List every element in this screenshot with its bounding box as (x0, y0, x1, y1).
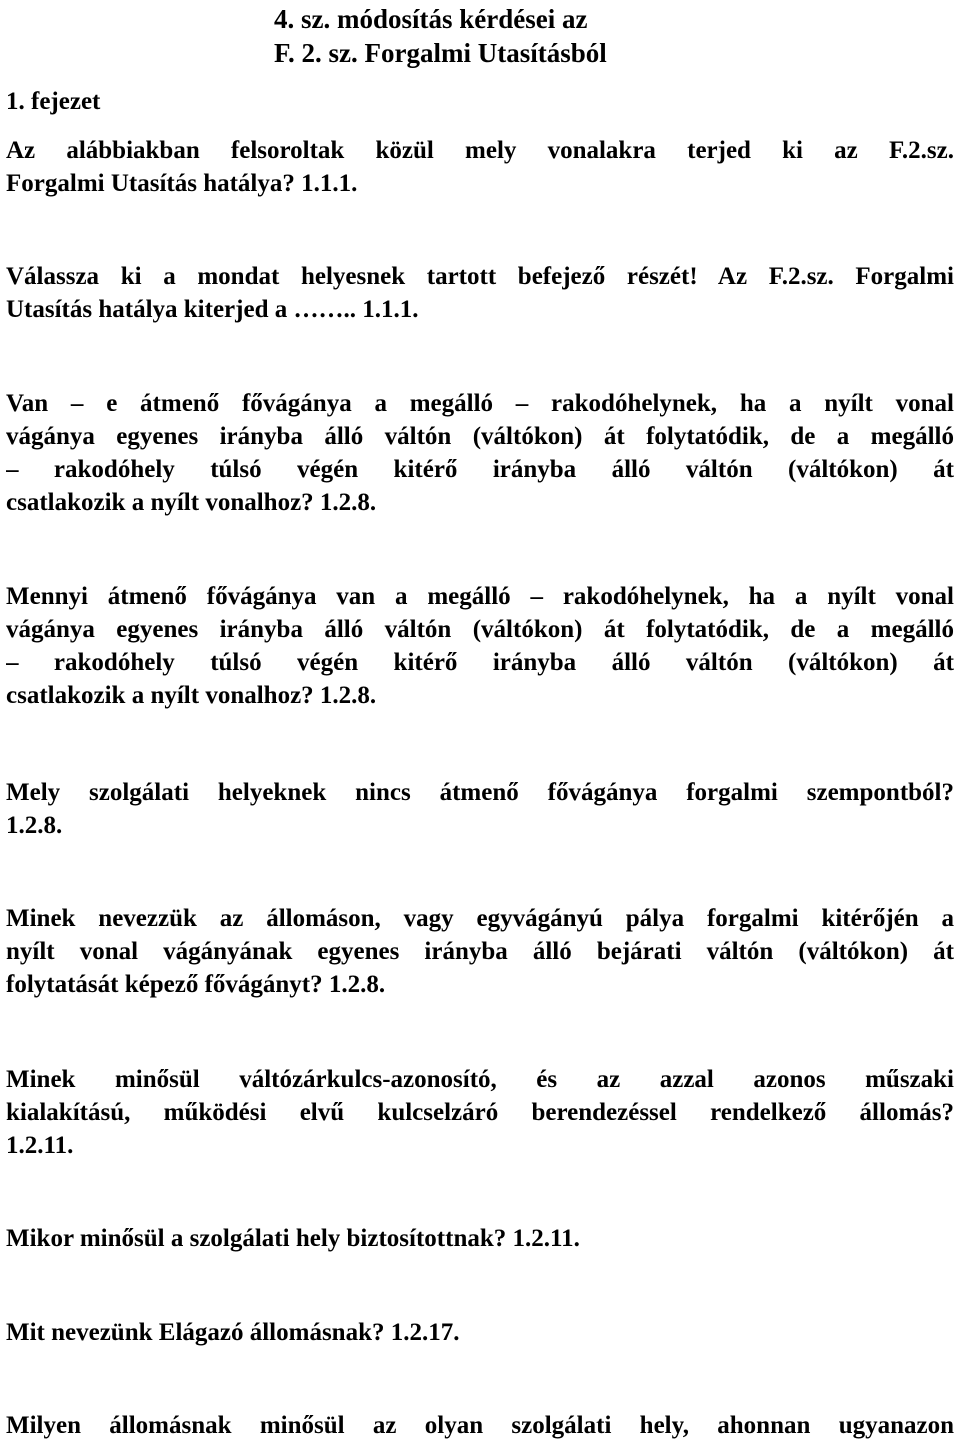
question-line: Utasítás hatálya kiterjed a …….. 1.1.1. (6, 296, 419, 323)
question-line: csatlakozik a nyílt vonalhoz? 1.2.8. (6, 682, 377, 709)
question-line: Minek minősül váltózárkulcs-azonosító, és az azzal azonos műszaki (6, 1066, 954, 1093)
chapter-heading: 1. fejezet (6, 88, 101, 115)
question-paragraph (6, 1063, 954, 1162)
document-title (274, 2, 607, 70)
question-line: Mit nevezünk Elágazó állomásnak? 1.2.17. (6, 1319, 460, 1346)
question-line: Válassza ki a mondat helyesnek tartott befejező részét! Az F.2.sz. Forgalmi (6, 263, 954, 290)
question-paragraph (6, 580, 954, 712)
question-line: Minek nevezzük az állomáson, vagy egyvágányú pálya forgalmi kitérőjén a (6, 905, 954, 932)
question-line: Milyen állomásnak minősül az olyan szolgálati hely, ahonnan ugyanazon (6, 1412, 954, 1439)
question-line: 1.2.11. (6, 1132, 74, 1159)
question-line: Mennyi átmenő fővágánya van a megálló – rakodóhelynek, ha a nyílt vonal (6, 583, 954, 610)
question-line: folytatását képező fővágányt? 1.2.8. (6, 971, 386, 998)
question-paragraph (6, 902, 954, 1001)
question-line: Van – e átmenő fővágánya a megálló – rakodóhelynek, ha a nyílt vonal (6, 390, 954, 417)
question-line: Mikor minősül a szolgálati hely biztosítottnak? 1.2.11. (6, 1225, 580, 1252)
question-line: nyílt vonal vágányának egyenes irányba álló bejárati váltón (váltókon) át (6, 938, 954, 965)
question-line: kialakítású, működési elvű kulcselzáró berendezéssel rendelkező állomás? (6, 1099, 954, 1126)
question-paragraph (6, 1222, 954, 1255)
question-line: Mely szolgálati helyeknek nincs átmenő fővágánya forgalmi szempontból? (6, 779, 954, 806)
question-paragraph (6, 387, 954, 519)
question-line: – rakodóhely túlsó végén kitérő irányba álló váltón (váltókon) át (6, 456, 954, 483)
question-paragraph (6, 260, 954, 326)
question-paragraph (6, 1316, 954, 1349)
question-paragraph (6, 134, 954, 200)
question-line: vágánya egyenes irányba álló váltón (váltókon) át folytatódik, de a megálló (6, 423, 954, 450)
question-line: Forgalmi Utasítás hatálya? 1.1.1. (6, 170, 358, 197)
question-line: vágánya egyenes irányba álló váltón (váltókon) át folytatódik, de a megálló (6, 616, 954, 643)
question-line: 1.2.8. (6, 812, 63, 839)
title-line: F. 2. sz. Forgalmi Utasításból (274, 38, 607, 68)
question-line: csatlakozik a nyílt vonalhoz? 1.2.8. (6, 489, 377, 516)
question-paragraph (6, 776, 954, 842)
question-line: – rakodóhely túlsó végén kitérő irányba álló váltón (váltókon) át (6, 649, 954, 676)
title-line: 4. sz. módosítás kérdései az (274, 4, 588, 34)
question-paragraph (6, 1409, 954, 1442)
question-line: Az alábbiakban felsoroltak közül mely vonalakra terjed ki az F.2.sz. (6, 137, 954, 164)
